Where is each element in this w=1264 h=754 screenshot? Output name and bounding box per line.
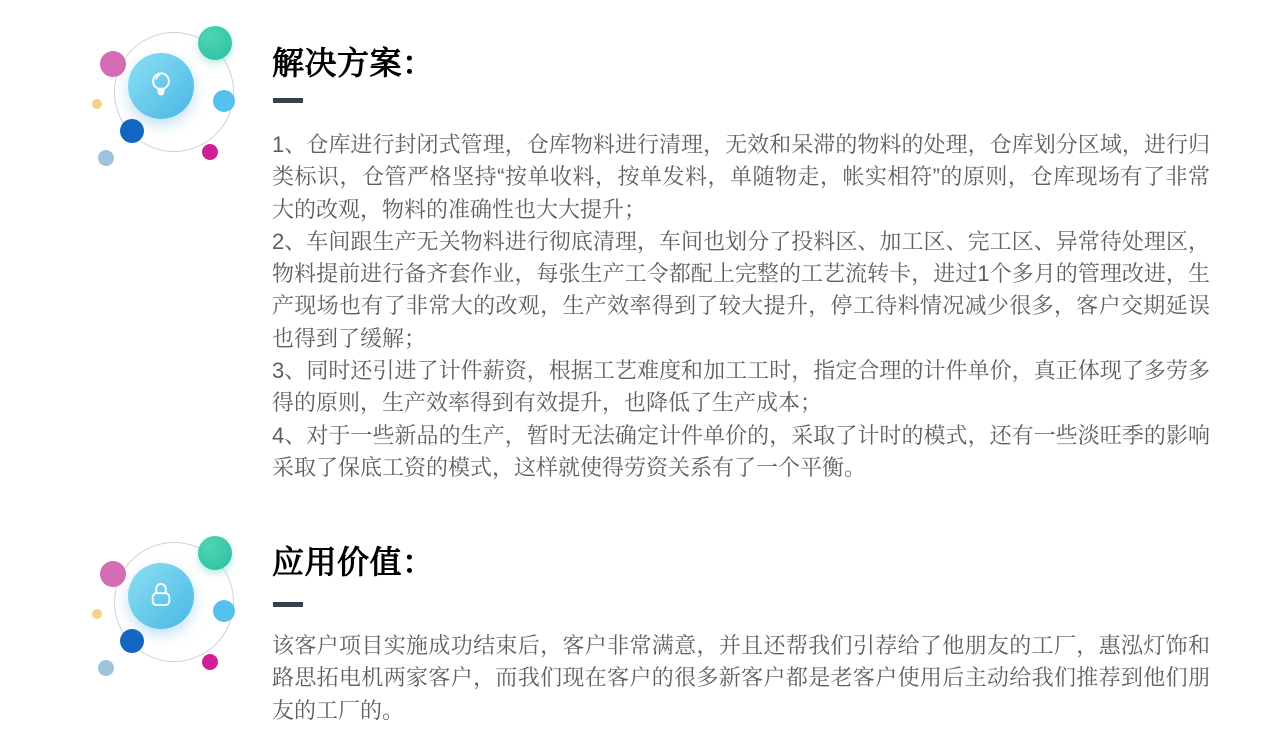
value-title: 应用价值： (272, 544, 435, 580)
dark-blue-dot (120, 119, 144, 143)
magenta-dot (202, 144, 218, 160)
value-title-underline (273, 602, 303, 607)
solution-icon-badge (88, 18, 248, 178)
yellow-dot (92, 99, 102, 109)
solution-paragraph-2: 2、车间跟生产无关物料进行彻底清理，车间也划分了投料区、加工区、完工区、异常待处理区，物料提前进行备齐套作业，每张生产工令都配上完整的工艺流转卡，进过1个多月的管理改进，生产现场也有了非常大的改观，生产效率得到了较大提升，停工待料情况减少很多，客户交期延误也得到了缓解； (272, 228, 1210, 351)
steel-blue-dot (98, 150, 114, 166)
dark-blue-dot (120, 629, 144, 653)
gradient-circle (128, 53, 194, 119)
steel-blue-dot (98, 660, 114, 676)
solution-title: 解决方案： (272, 45, 435, 81)
value-paragraph-1: 该客户项目实施成功结束后，客户非常满意，并且还帮我们引荐给了他朋友的工厂，惠泓灯饰和路思拓电机两家客户，而我们现在客户的很多新客户都是老客户使用后主动给我们推荐到他们朋友的工厂的。 (272, 633, 1210, 723)
solution-paragraph-3: 3、同时还引进了计件薪资，根据工艺难度和加工工时，指定合理的计件单价，真正体现了多劳多得的原则，生产效率得到有效提升，也降低了生产成本； (272, 358, 1210, 416)
lock-icon (142, 577, 180, 615)
solution-title-underline (273, 98, 303, 103)
pink-dot (100, 561, 126, 587)
light-blue-dot (213, 90, 235, 112)
yellow-dot (92, 609, 102, 619)
solution-paragraph-1: 1、仓库进行封闭式管理，仓库物料进行清理，无效和呆滞的物料的处理，仓库划分区域，进行归类标识，仓管严格坚持“按单收料，按单发料，单随物走，帐实相符”的原则，仓库现场有了非常大的改观，物料的准确性也大大提升； (272, 132, 1210, 222)
teal-dot (198, 536, 232, 570)
value-paragraphs (272, 630, 1210, 727)
solution-paragraphs (272, 129, 1210, 484)
magenta-dot (202, 654, 218, 670)
solution-paragraph-4: 4、对于一些新品的生产，暂时无法确定计件单价的，采取了计时的模式，还有一些淡旺季的影响采取了保底工资的模式，这样就使得劳资关系有了一个平衡。 (272, 422, 1210, 480)
pink-dot (100, 51, 126, 77)
teal-dot (198, 26, 232, 60)
light-blue-dot (213, 600, 235, 622)
lightbulb-icon (142, 67, 180, 105)
value-icon-badge (88, 528, 248, 688)
gradient-circle (128, 563, 194, 629)
